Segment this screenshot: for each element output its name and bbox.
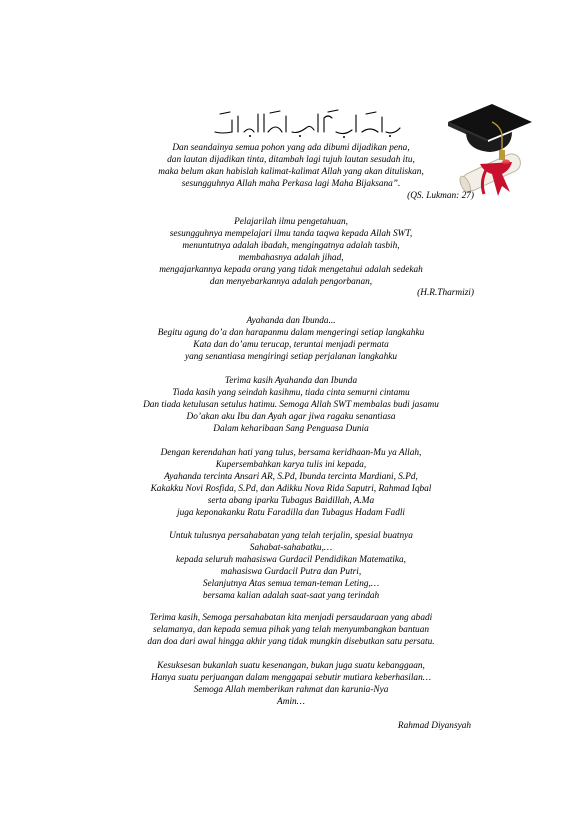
basmala-calligraphy-image [210,108,405,138]
parents-line: Ayahanda dan Ibunda... [246,316,336,326]
closing-line: Kesuksesan bukanlah suatu kesenangan, bukan juga suatu kebanggaan, [157,661,425,671]
friends-line: Sahabat-sahabatku,… [249,542,333,553]
dedication-line: Kakakku Novi Rosfida, S.Pd, dan Adikku Nova Rida Saputri, Rahmad Iqbal [150,483,432,494]
friends-line: Untuk tulusnya persahabatan yang telah terjalin, spesial buatnya [169,531,413,541]
basmala-calligraphy [210,108,405,138]
quran-verse [120,143,474,203]
dedication-line: juga keponakanku Ratu Faradilla dan Tubagus Hadam Fadli [176,507,406,518]
closing-line: Hanya suatu perjuangan dalam menggapai sebutir mutiara keberhasilan… [150,672,431,683]
parents-line: yang senantiasa mengiringi setiap perjalanan langkahku [185,351,397,362]
dedication-line: Ayahanda tercinta Ansari AR, S.Pd, Ibunda tercinta Mardiani, S.Pd, [164,471,418,482]
friends-line: mahasiswa Gurdacil Putra dan Putri, [220,566,362,577]
author-signature: Rahmad Diyansyah [397,721,471,731]
closing-line: Amin… [277,696,305,707]
thanks-parents-line: Dalam keharibaan Sang Penguasa Dunia [213,423,369,434]
hadith-line: sesungguhnya mempelajari ilmu tanda taqwa kepada Allah SWT, [169,228,413,239]
parents-line: Begitu agung do’a dan harapanmu dalam mengeringi setiap langkahku [157,327,425,338]
hadith-line: dan menyebarkannya adalah pengorbanan, [209,276,373,287]
friends-paragraph [120,531,462,602]
parents-paragraph [120,316,462,364]
thanks-parents-line: Do’akan aku Ibu dan Ayah agar jiwa ragaku senantiasa [186,411,396,422]
closing-paragraph [120,661,462,709]
hadith-line: menuntutnya adalah ibadah, mengingatnya adalah tasbih, [182,240,400,251]
quran-line: maka belum akan habislah kalimat-kalimat Allah yang akan dituliskan, [158,166,424,177]
friends-line: kepada seluruh mahasiswa Gurdacil Pendidikan Matematika, [176,554,406,565]
dedication-line: Kupersembahkan karya tulis ini kepada, [215,459,367,470]
hadith-line: Pelajarilah ilmu pengetahuan, [234,217,348,227]
thanks-friends-line: dan doa dari awal hingga akhir yang tidak mungkin disebutkan satu persatu. [147,636,435,647]
closing-line: Semoga Allah memberikan rahmat dan karunia-Nya [193,684,389,695]
hadith-line: membahasnya adalah jihad, [238,252,344,263]
hadith-source: (H.R.Tharmizi) [417,288,474,299]
thanks-friends-line: selamanya, dan kepada semua pihak yang telah menyumbangkan bantuan [152,624,429,635]
thanks-parents-line: Tiada kasih yang seindah kasihmu, tiada cinta semurni cintamu [172,387,410,398]
friends-line: bersama kalian adalah saat-saat yang terindah [202,590,380,601]
parents-line: Kata dan do’amu terucap, teruntai menjadi permata [193,339,389,350]
dedication-line: serta abang iparku Tubagus Baidillah, A.Ma [207,495,375,506]
quran-line: dan lautan dijadikan tinta, ditambah lagi tujuh lautan sesudah itu, [167,154,415,165]
hadith-quote [120,217,474,300]
quran-source: (QS. Lukman: 27) [407,190,474,201]
thanks-parents-line: Terima kasih Ayahanda dan Ibunda [224,376,358,386]
friends-line: Selanjutnya Atas semua teman-teman Leting,… [202,578,380,589]
quran-line: Dan seandainya semua pohon yang ada dibumi dijadikan pena, [172,143,410,153]
thanks-parents-paragraph [120,376,462,436]
thanks-friends-paragraph [120,613,462,649]
hadith-line: mengajarkannya kepada orang yang tidak mengetahui adalah sedekah [159,264,423,275]
dedication-line: Dengan kerendahan hati yang tulus, bersama keridhaan-Mu ya Allah, [160,448,422,458]
thanks-parents-line: Dan tiada ketulusan setulus hatimu. Semoga Allah SWT membalas budi jasamu [143,399,439,410]
quran-line: sesungguhnya Allah maha Perkasa lagi Maha Bijaksana”. [181,178,401,189]
thanks-friends-line: Terima kasih, Semoga persahabatan kita menjadi persaudaraan yang abadi [149,613,433,623]
dedication-paragraph [120,448,462,519]
